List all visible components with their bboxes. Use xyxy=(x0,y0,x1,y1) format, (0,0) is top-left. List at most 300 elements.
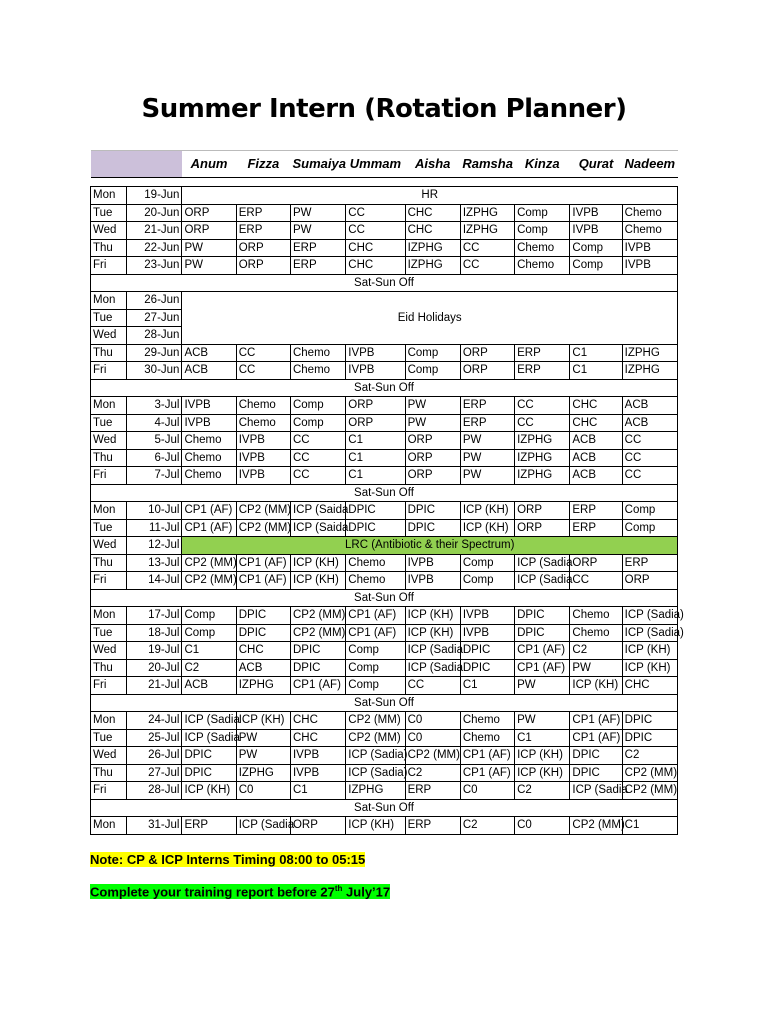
assignment-cell: Chemo xyxy=(622,204,677,222)
date-cell: 19-Jul xyxy=(127,642,182,660)
assignment-cell: Comp xyxy=(460,572,514,590)
assignment-cell: CP2 (MM) xyxy=(182,572,236,590)
assignment-cell: Chemo xyxy=(182,432,236,450)
lrc-label: LRC (Antibiotic & their Spectrum) xyxy=(182,537,678,555)
date-cell: 4-Jul xyxy=(127,414,182,432)
assignment-cell: CP1 (AF) xyxy=(182,519,236,537)
assignment-cell: IVPB xyxy=(182,397,236,415)
table-row xyxy=(91,414,678,432)
assignment-cell: CP1 (AF) xyxy=(346,624,405,642)
assignment-cell: Comp xyxy=(405,362,460,380)
assignment-cell: C0 xyxy=(405,712,460,730)
assignment-cell: ORP xyxy=(460,362,514,380)
assignment-cell: IVPB xyxy=(622,239,677,257)
assignment-cell: IZPHG xyxy=(622,344,677,362)
assignment-cell: Chemo xyxy=(570,607,622,625)
assignment-cell: Chemo xyxy=(236,397,290,415)
assignment-cell: CP1 (AF) xyxy=(236,554,290,572)
assignment-cell: ICP (KH) xyxy=(405,607,460,625)
assignment-cell: CP2 (MM) xyxy=(290,624,345,642)
assignment-cell: ERP xyxy=(290,239,345,257)
assignment-cell: PW xyxy=(236,729,290,747)
day-cell: Fri xyxy=(91,467,127,485)
table-row xyxy=(91,817,678,835)
assignment-cell: ICP (Sadia) xyxy=(622,624,677,642)
assignment-cell: C0 xyxy=(460,782,514,800)
assignment-cell: CP1 (AF) xyxy=(460,747,514,765)
assignment-cell: PW xyxy=(515,712,570,730)
date-cell: 26-Jun xyxy=(127,292,182,310)
day-cell: Thu xyxy=(91,764,127,782)
assignment-cell: CC xyxy=(622,432,677,450)
table-row xyxy=(91,554,678,572)
assignment-cell: DPIC xyxy=(182,764,236,782)
day-cell: Fri xyxy=(91,257,127,275)
assignment-cell: DPIC xyxy=(346,502,405,520)
assignment-cell: CHC xyxy=(290,729,345,747)
assignment-cell: ORP xyxy=(346,397,405,415)
assignment-cell: IVPB xyxy=(346,362,405,380)
table-row xyxy=(91,537,678,555)
intern-name: Kinza xyxy=(515,151,570,178)
day-cell: Tue xyxy=(91,519,127,537)
assignment-cell: PW xyxy=(460,432,514,450)
assignment-cell: Chemo xyxy=(290,344,345,362)
day-cell: Thu xyxy=(91,449,127,467)
assignment-cell: C1 xyxy=(290,782,345,800)
intern-name: Fizza xyxy=(236,151,290,178)
table-row xyxy=(91,222,678,240)
assignment-cell: C2 xyxy=(622,747,677,765)
assignment-cell: IVPB xyxy=(570,204,622,222)
assignment-cell: DPIC xyxy=(570,747,622,765)
table-row xyxy=(91,292,678,310)
table-row xyxy=(91,344,678,362)
assignment-cell: CC xyxy=(290,449,345,467)
assignment-cell: CHC xyxy=(236,642,290,660)
assignment-cell: DPIC xyxy=(405,502,460,520)
assignment-cell: PW xyxy=(290,204,345,222)
assignment-cell: CP1 (AF) xyxy=(515,642,570,660)
day-cell: Mon xyxy=(91,712,127,730)
assignment-cell: DPIC xyxy=(236,624,290,642)
day-cell: Mon xyxy=(91,607,127,625)
rotation-table xyxy=(90,150,684,835)
assignment-cell: IVPB xyxy=(405,554,460,572)
assignment-cell: Comp xyxy=(346,642,405,660)
day-cell: Thu xyxy=(91,239,127,257)
assignment-cell: Comp xyxy=(515,204,570,222)
table-row xyxy=(91,642,678,660)
table-row xyxy=(91,432,678,450)
weekend-row xyxy=(91,799,678,817)
assignment-cell: ORP xyxy=(460,344,514,362)
assignment-cell: IVPB xyxy=(622,257,677,275)
assignment-cell: DPIC xyxy=(622,712,677,730)
assignment-cell: ICP (KH) xyxy=(405,624,460,642)
assignment-cell: PW xyxy=(290,222,345,240)
table-row xyxy=(91,257,678,275)
assignment-cell: ICP (KH) xyxy=(290,554,345,572)
assignment-cell: CHC xyxy=(570,397,622,415)
timing-note: Note: CP & ICP Interns Timing 08:00 to 05:15 xyxy=(90,852,366,867)
assignment-cell: IZPHG xyxy=(405,257,460,275)
assignment-cell: Comp xyxy=(290,397,345,415)
spacer-cell xyxy=(91,178,678,187)
assignment-cell: IVPB xyxy=(182,414,236,432)
assignment-cell: ERP xyxy=(570,502,622,520)
assignment-cell: ORP xyxy=(236,239,290,257)
assignment-cell: PW xyxy=(515,677,570,695)
assignment-cell: ICP (Sadia xyxy=(182,729,236,747)
date-cell: 17-Jul xyxy=(127,607,182,625)
assignment-cell: CP2 (MM) xyxy=(622,764,677,782)
assignment-cell: ICP (Sadia xyxy=(236,817,290,835)
day-cell: Wed xyxy=(91,327,127,345)
assignment-cell: Comp xyxy=(346,659,405,677)
assignment-cell: CP2 (MM) xyxy=(405,747,460,765)
report-note: Complete your training report before 27th July’17 xyxy=(90,884,391,900)
table-row xyxy=(91,659,678,677)
date-cell: 21-Jun xyxy=(127,222,182,240)
assignment-cell: ERP xyxy=(236,222,290,240)
assignment-cell: C1 xyxy=(515,729,570,747)
assignment-cell: CC xyxy=(515,414,570,432)
assignment-cell: Chemo xyxy=(182,467,236,485)
assignment-cell: ORP xyxy=(622,572,677,590)
date-cell: 27-Jul xyxy=(127,764,182,782)
date-cell: 20-Jun xyxy=(127,204,182,222)
day-cell: Mon xyxy=(91,292,127,310)
assignment-cell: ICP (KH) xyxy=(515,764,570,782)
assignment-cell: DPIC xyxy=(460,642,514,660)
assignment-cell: PW xyxy=(460,467,514,485)
assignment-cell: Chemo xyxy=(346,572,405,590)
assignment-cell: ACB xyxy=(622,414,677,432)
assignment-cell: C1 xyxy=(570,344,622,362)
date-cell: 6-Jul xyxy=(127,449,182,467)
date-cell: 22-Jun xyxy=(127,239,182,257)
day-cell: Fri xyxy=(91,572,127,590)
table-row xyxy=(91,239,678,257)
assignment-cell: ORP xyxy=(405,449,460,467)
date-cell: 30-Jun xyxy=(127,362,182,380)
header-corner xyxy=(127,151,182,178)
day-cell: Thu xyxy=(91,554,127,572)
weekend-label: Sat-Sun Off xyxy=(91,484,678,502)
assignment-cell: ORP xyxy=(405,467,460,485)
date-cell: 20-Jul xyxy=(127,659,182,677)
assignment-cell: ICP (Sadia) xyxy=(346,747,405,765)
assignment-cell: ICP (Saida xyxy=(290,502,345,520)
day-cell: Wed xyxy=(91,537,127,555)
assignment-cell: Comp xyxy=(182,624,236,642)
assignment-cell: IZPHG xyxy=(515,467,570,485)
table-row xyxy=(91,729,678,747)
assignment-cell: C2 xyxy=(182,659,236,677)
assignment-cell: CC xyxy=(570,572,622,590)
assignment-cell: CC xyxy=(290,432,345,450)
assignment-cell: C2 xyxy=(405,764,460,782)
intern-name: Sumaiya xyxy=(290,151,345,178)
assignment-cell: Chemo xyxy=(290,362,345,380)
date-cell: 25-Jul xyxy=(127,729,182,747)
assignment-cell: ICP (Saida xyxy=(290,519,345,537)
assignment-cell: ICP (Sadia xyxy=(570,782,622,800)
table-row xyxy=(91,397,678,415)
assignment-cell: ERP xyxy=(290,257,345,275)
table-row xyxy=(91,204,678,222)
day-cell: Tue xyxy=(91,204,127,222)
assignment-cell: CP1 (AF) xyxy=(515,659,570,677)
assignment-cell: ICP (KH) xyxy=(346,817,405,835)
date-cell: 5-Jul xyxy=(127,432,182,450)
day-cell: Thu xyxy=(91,344,127,362)
assignment-cell: CP2 (MM) xyxy=(290,607,345,625)
assignment-cell: ORP xyxy=(515,519,570,537)
assignment-cell: ACB xyxy=(622,397,677,415)
assignment-cell: CHC xyxy=(405,204,460,222)
assignment-cell: Chemo xyxy=(622,222,677,240)
assignment-cell: CC xyxy=(346,204,405,222)
day-cell: Wed xyxy=(91,432,127,450)
assignment-cell: CC xyxy=(515,397,570,415)
assignment-cell: IVPB xyxy=(405,572,460,590)
assignment-cell: ORP xyxy=(570,554,622,572)
date-cell: 21-Jul xyxy=(127,677,182,695)
assignment-cell: CP2 (MM) xyxy=(182,554,236,572)
assignment-cell: ERP xyxy=(236,204,290,222)
assignment-cell: ACB xyxy=(570,467,622,485)
assignment-cell: CC xyxy=(290,467,345,485)
assignment-cell: ICP (KH) xyxy=(182,782,236,800)
assignment-cell: IZPHG xyxy=(460,204,514,222)
intern-name: Ramsha xyxy=(460,151,514,178)
day-cell: Fri xyxy=(91,782,127,800)
assignment-cell: ACB xyxy=(182,344,236,362)
date-cell: 3-Jul xyxy=(127,397,182,415)
assignment-cell: DPIC xyxy=(570,764,622,782)
assignment-cell: IVPB xyxy=(236,449,290,467)
assignment-cell: IZPHG xyxy=(622,362,677,380)
day-cell: Tue xyxy=(91,309,127,327)
assignment-cell: CP2 (MM) xyxy=(622,782,677,800)
date-cell: 7-Jul xyxy=(127,467,182,485)
assignment-cell: PW xyxy=(460,449,514,467)
day-cell: Tue xyxy=(91,729,127,747)
table-row xyxy=(91,467,678,485)
day-cell: Fri xyxy=(91,677,127,695)
assignment-cell: Chemo xyxy=(346,554,405,572)
assignment-cell: C2 xyxy=(515,782,570,800)
date-cell: 28-Jun xyxy=(127,327,182,345)
assignment-cell: ERP xyxy=(460,414,514,432)
assignment-cell: IVPB xyxy=(346,344,405,362)
assignment-cell: Comp xyxy=(182,607,236,625)
date-cell: 19-Jun xyxy=(127,187,182,205)
assignment-cell: Comp xyxy=(346,677,405,695)
assignment-cell: C1 xyxy=(570,362,622,380)
assignment-cell: Comp xyxy=(405,344,460,362)
assignment-cell: CC xyxy=(622,449,677,467)
assignment-cell: C0 xyxy=(236,782,290,800)
assignment-cell: CHC xyxy=(405,222,460,240)
table-row xyxy=(91,607,678,625)
assignment-cell: C1 xyxy=(622,817,677,835)
assignment-cell: ICP (Sadia) xyxy=(346,764,405,782)
assignment-cell: CC xyxy=(460,257,514,275)
assignment-cell: ICP (Sadia xyxy=(182,712,236,730)
day-cell: Mon xyxy=(91,187,127,205)
assignment-cell: C2 xyxy=(570,642,622,660)
assignment-cell: IZPHG xyxy=(405,239,460,257)
weekend-row xyxy=(91,484,678,502)
assignment-cell: IZPHG xyxy=(515,432,570,450)
assignment-cell: ERP xyxy=(622,554,677,572)
assignment-cell: ORP xyxy=(236,257,290,275)
assignment-cell: ACB xyxy=(236,659,290,677)
day-cell: Wed xyxy=(91,642,127,660)
intern-name: Qurat xyxy=(570,151,622,178)
assignment-cell: ORP xyxy=(290,817,345,835)
weekend-label: Sat-Sun Off xyxy=(91,589,678,607)
assignment-cell: Comp xyxy=(622,519,677,537)
table-row xyxy=(91,572,678,590)
assignment-cell: C1 xyxy=(182,642,236,660)
assignment-cell: DPIC xyxy=(182,747,236,765)
weekend-label: Sat-Sun Off xyxy=(91,694,678,712)
assignment-cell: Comp xyxy=(460,554,514,572)
date-cell: 24-Jul xyxy=(127,712,182,730)
intern-name: Nadeem xyxy=(622,151,677,178)
spacer-row xyxy=(91,178,678,187)
assignment-cell: ICP (KH) xyxy=(460,519,514,537)
assignment-cell: C1 xyxy=(346,432,405,450)
assignment-cell: C2 xyxy=(460,817,514,835)
assignment-cell: IVPB xyxy=(236,467,290,485)
assignment-cell: Comp xyxy=(570,239,622,257)
assignment-cell: Comp xyxy=(290,414,345,432)
assignment-cell: DPIC xyxy=(405,519,460,537)
assignment-cell: DPIC xyxy=(622,729,677,747)
intern-name: Aisha xyxy=(405,151,460,178)
assignment-cell: ORP xyxy=(182,222,236,240)
assignment-cell: ERP xyxy=(182,817,236,835)
table-row xyxy=(91,677,678,695)
assignment-cell: IZPHG xyxy=(236,677,290,695)
table-row xyxy=(91,782,678,800)
assignment-cell: CHC xyxy=(622,677,677,695)
assignment-cell: Comp xyxy=(515,222,570,240)
table-row xyxy=(91,764,678,782)
date-cell: 14-Jul xyxy=(127,572,182,590)
date-cell: 27-Jun xyxy=(127,309,182,327)
assignment-cell: C1 xyxy=(460,677,514,695)
assignment-cell: Chemo xyxy=(182,449,236,467)
assignment-cell: ORP xyxy=(405,432,460,450)
assignment-cell: CC xyxy=(405,677,460,695)
assignment-cell: IVPB xyxy=(460,607,514,625)
assignment-cell: CP2 (MM) xyxy=(346,712,405,730)
hr-label: HR xyxy=(182,187,678,205)
assignment-cell: Chemo xyxy=(515,239,570,257)
table-row xyxy=(91,712,678,730)
header-corner xyxy=(91,151,127,178)
table-row xyxy=(91,502,678,520)
assignment-cell: ICP (KH) xyxy=(290,572,345,590)
weekend-row xyxy=(91,589,678,607)
assignment-cell: Comp xyxy=(622,502,677,520)
assignment-cell: CHC xyxy=(290,712,345,730)
assignment-cell: ACB xyxy=(570,449,622,467)
assignment-cell: IVPB xyxy=(236,432,290,450)
assignment-cell: C1 xyxy=(346,467,405,485)
assignment-cell: CP1 (AF) xyxy=(236,572,290,590)
assignment-cell: Chemo xyxy=(460,712,514,730)
assignment-cell: CP1 (AF) xyxy=(570,712,622,730)
assignment-cell: CC xyxy=(460,239,514,257)
assignment-cell: CP1 (AF) xyxy=(182,502,236,520)
assignment-cell: ICP (Sadia xyxy=(515,554,570,572)
assignment-cell: ICP (KH) xyxy=(515,747,570,765)
date-cell: 18-Jul xyxy=(127,624,182,642)
assignment-cell: ICP (KH) xyxy=(622,659,677,677)
assignment-cell: CHC xyxy=(346,257,405,275)
assignment-cell: DPIC xyxy=(346,519,405,537)
weekend-row xyxy=(91,694,678,712)
assignment-cell: ERP xyxy=(570,519,622,537)
intern-name: Anum xyxy=(182,151,236,178)
assignment-cell: CC xyxy=(622,467,677,485)
day-cell: Fri xyxy=(91,362,127,380)
assignment-cell: IVPB xyxy=(290,764,345,782)
assignment-cell: ICP (Sadia) xyxy=(622,607,677,625)
assignment-cell: DPIC xyxy=(515,607,570,625)
assignment-cell: ORP xyxy=(515,502,570,520)
date-cell: 23-Jun xyxy=(127,257,182,275)
assignment-cell: IVPB xyxy=(570,222,622,240)
assignment-cell: PW xyxy=(405,397,460,415)
assignment-cell: CP1 (AF) xyxy=(460,764,514,782)
assignment-cell: ERP xyxy=(515,362,570,380)
page-title: Summer Intern (Rotation Planner) xyxy=(141,94,627,124)
day-cell: Tue xyxy=(91,624,127,642)
assignment-cell: DPIC xyxy=(290,642,345,660)
assignment-cell: ACB xyxy=(570,432,622,450)
assignment-cell: Chemo xyxy=(460,729,514,747)
assignment-cell: CP1 (AF) xyxy=(570,729,622,747)
assignment-cell: Chemo xyxy=(515,257,570,275)
date-cell: 28-Jul xyxy=(127,782,182,800)
day-cell: Wed xyxy=(91,222,127,240)
assignment-cell: PW xyxy=(182,257,236,275)
assignment-cell: IVPB xyxy=(290,747,345,765)
header-row xyxy=(91,151,678,178)
assignment-cell: CP2 (MM) xyxy=(236,502,290,520)
assignment-cell: PW xyxy=(182,239,236,257)
date-cell: 13-Jul xyxy=(127,554,182,572)
assignment-cell: ICP (Sadia xyxy=(405,659,460,677)
assignment-cell: Chemo xyxy=(236,414,290,432)
date-cell: 26-Jul xyxy=(127,747,182,765)
day-cell: Wed xyxy=(91,747,127,765)
assignment-cell: ERP xyxy=(515,344,570,362)
assignment-cell: ICP (Sadia xyxy=(515,572,570,590)
assignment-cell: ICP (KH) xyxy=(236,712,290,730)
assignment-cell: CP2 (MM) xyxy=(346,729,405,747)
assignment-cell: ICP (KH) xyxy=(570,677,622,695)
assignment-cell: ERP xyxy=(405,782,460,800)
